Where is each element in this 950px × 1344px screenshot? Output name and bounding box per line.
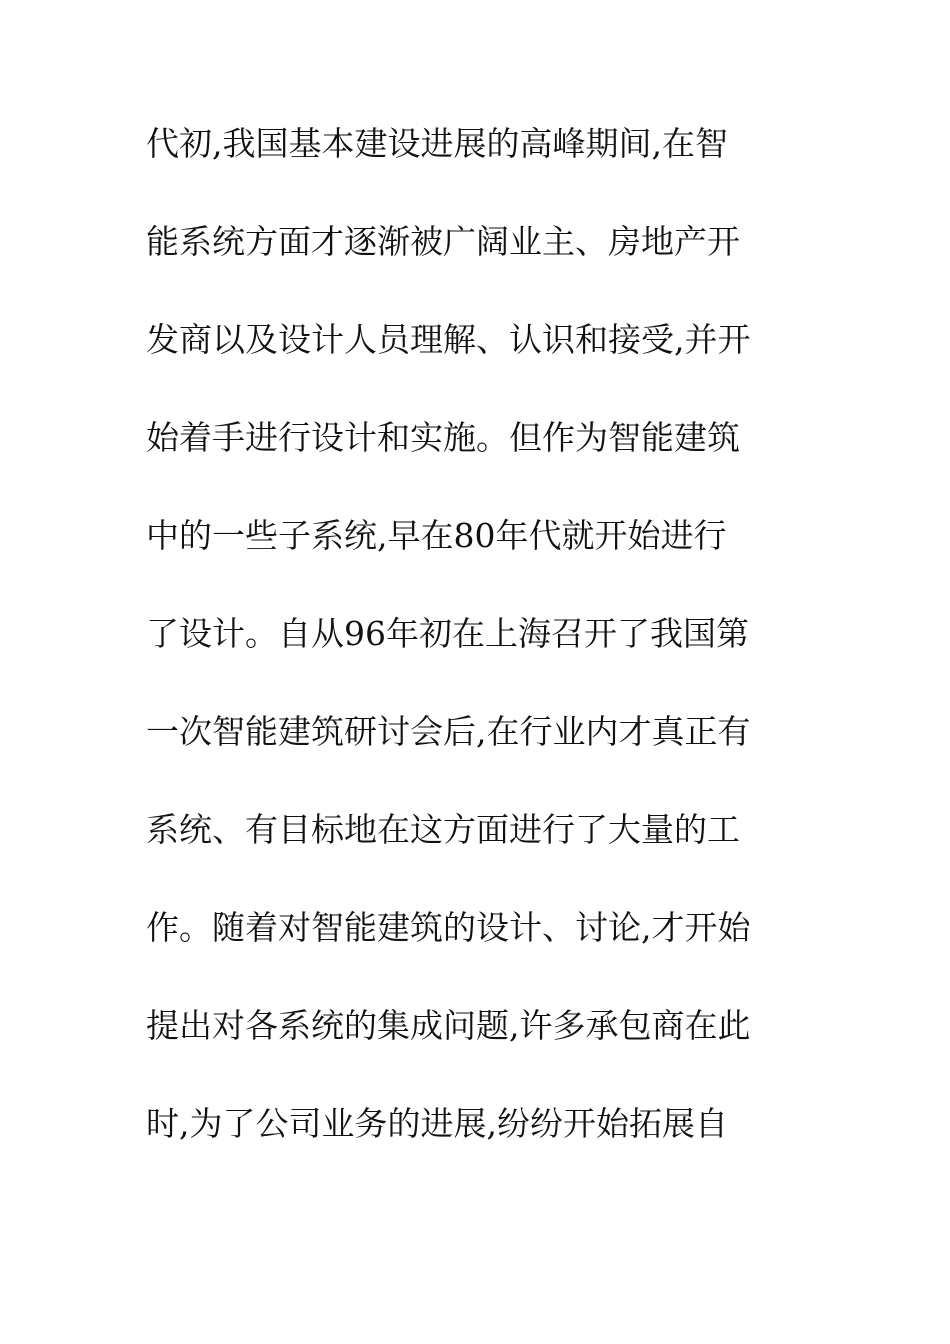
text-line-4: 始着手进行设计和实施。但作为智能建筑 (146, 418, 740, 457)
text-line-10: 提出对各系统的集成问题,许多承包商在此 (146, 1006, 751, 1045)
text-line-1: 代初,我国基本建设进展的高峰期间,在智 (146, 124, 728, 163)
text-line-8: 系统、有目标地在这方面进行了大量的工 (146, 810, 740, 849)
text-line-5: 中的一些子系统,早在80年代就开始进行 (146, 516, 727, 555)
text-line-7: 一次智能建筑研讨会后,在行业内才真正有 (146, 712, 751, 751)
text-line-11: 时,为了公司业务的进展,纷纷开始拓展自 (146, 1104, 728, 1143)
text-line-9: 作。随着对智能建筑的设计、讨论,才开始 (146, 908, 751, 947)
body-text (146, 124, 826, 1206)
text-line-3: 发商以及设计人员理解、认识和接受,并开 (146, 320, 751, 359)
text-line-2: 能系统方面才逐渐被广阔业主、房地产开 (146, 222, 740, 261)
text-line-6: 了设计。自从96年初在上海召开了我国第 (146, 614, 749, 653)
